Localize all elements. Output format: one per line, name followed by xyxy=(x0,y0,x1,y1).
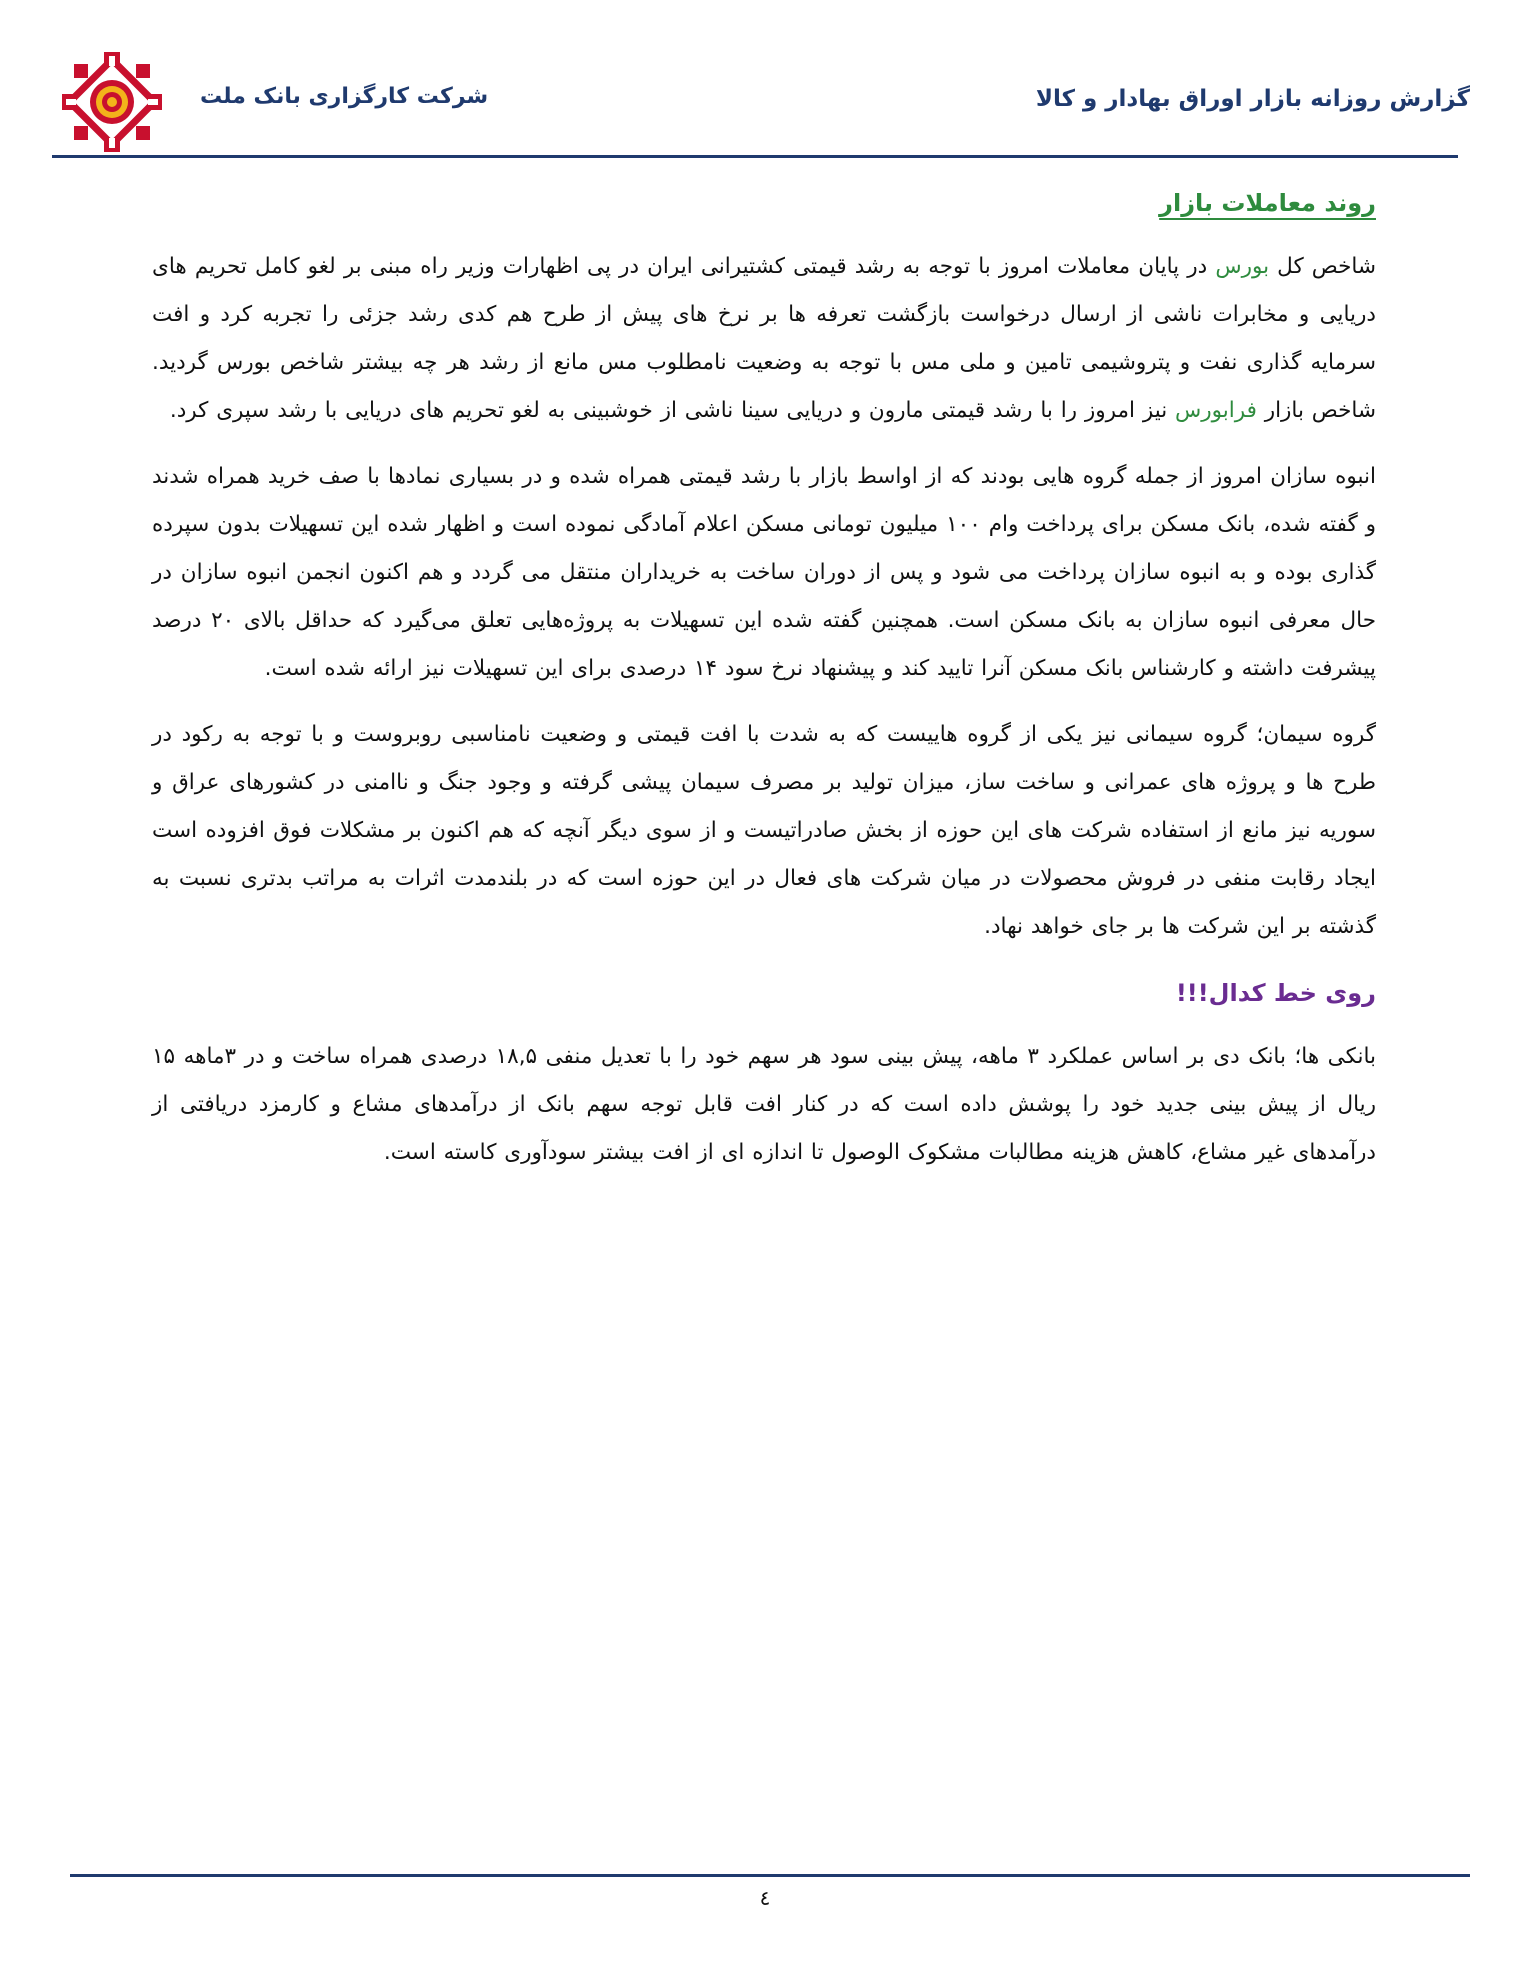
paragraph-market-index xyxy=(152,243,1376,435)
report-title: گزارش روزانه بازار اوراق بهادار و کالا xyxy=(1035,86,1470,112)
highlight-farabourse: فرابورس xyxy=(1175,398,1257,423)
bank-mellat-logo-icon xyxy=(60,50,164,154)
section-heading-market-trend: روند معاملات بازار xyxy=(1159,189,1376,217)
highlight-bourse: بورس xyxy=(1215,254,1270,279)
report-body xyxy=(152,185,1376,1195)
company-name: شرکت کارگزاری بانک ملت xyxy=(200,84,489,109)
footer-divider xyxy=(70,1874,1470,1877)
paragraph-mass-builders: انبوه سازان امروز از جمله گروه هایی بودند که از اواسط بازار با رشد قیمتی همراه شده و در بسیاری نمادها با صف خرید همراه شدند و گفته شده، بانک مسکن برای پرداخت وام ۱۰۰ میلیون تومانی مسکن اعلام آمادگی نموده است و اظهار شده این تسهیلات بدون سپرده گذاری بوده و به انبوه سازان پرداخت می شود و پس از دوران ساخت به خریداران منتقل می گردد و هم اکنون انجمن انبوه سازان در حال معرفی انبوه سازان به بانک مسکن است. همچنین گفته شده این تسهیلات به پروژه‌هایی تعلق می‌گیرد که حداقل بالای ۲۰ درصد پیشرفت داشته و کارشناس بانک مسکن آنرا تایید کند و پیشنهاد نرخ سود ۱۴ درصدی برای این تسهیلات نیز ارائه شده است. xyxy=(152,464,1376,681)
paragraph-cement-group: گروه سیمان؛ گروه سیمانی نیز یکی از گروه هاییست که به شدت با افت قیمتی و وضعیت نامناسبی روبروست و با توجه به رکود در طرح ها و پروژه های عمرانی و ساخت ساز، میزان تولید بر مصرف سیمان پیشی گرفته و وجود جنگ و ناامنی در کشورهای عراق و سوریه نیز مانع از استفاده شرکت های این حوزه از بخش صادراتیست و از سوی دیگر آنچه که هم اکنون بر مشکلات فوق افزوده است ایجاد رقابت منفی در فروش محصولات در میان شرکت های فعال در این حوزه است که در بلندمدت اثرات به مراتب بدتری نسبت به گذشته بر این شرکت ها بر جای خواهد نهاد. xyxy=(152,722,1376,939)
page-header xyxy=(60,38,1470,148)
header-divider xyxy=(52,155,1458,158)
page-number: ٤ xyxy=(759,1886,771,1910)
paragraph-text: در پایان معاملات امروز با توجه به رشد قیمتی کشتیرانی ایران در پی اظهارات وزیر راه مبنی بر لغو کامل تحریم های دریایی و مخابرات ناشی از ارسال درخواست بازگشت تعرفه ها بر نرخ های پیش از طرح هم کدی رشد جزئی را تجربه کرد و افت سرمایه گذاری نفت و پتروشیمی تامین و ملی مس با توجه به وضعیت نامطلوب مس مانع از رشد هر چه بیشتر شاخص بورس گردید. شاخص بازار xyxy=(152,254,1376,423)
paragraph-text: شاخص کل xyxy=(1269,254,1376,279)
paragraph-banks: بانکی ها؛ بانک دی بر اساس عملکرد ۳ ماهه، پیش بینی سود هر سهم خود را با تعدیل منفی ۱۸,۵ درصدی همراه ساخت و در ۳ماهه ۱۵ ریال از پیش بینی جدید خود را پوشش داده است که در کنار افت قابل توجه سهم بانک از درآمدهای مشاع و کارمزد دریافتی از درآمدهای غیر مشاع، کاهش هزینه مطالبات مشکوک الوصول تا اندازه ای از افت بیشتر سودآوری کاسته است. xyxy=(152,1044,1376,1165)
paragraph-text: نیز امروز را با رشد قیمتی مارون و دریایی سینا ناشی از خوشبینی به لغو تحریم های دریایی با رشد سپری کرد. xyxy=(169,398,1176,423)
section-heading-codal: روی خط کدال!!! xyxy=(1175,979,1376,1007)
